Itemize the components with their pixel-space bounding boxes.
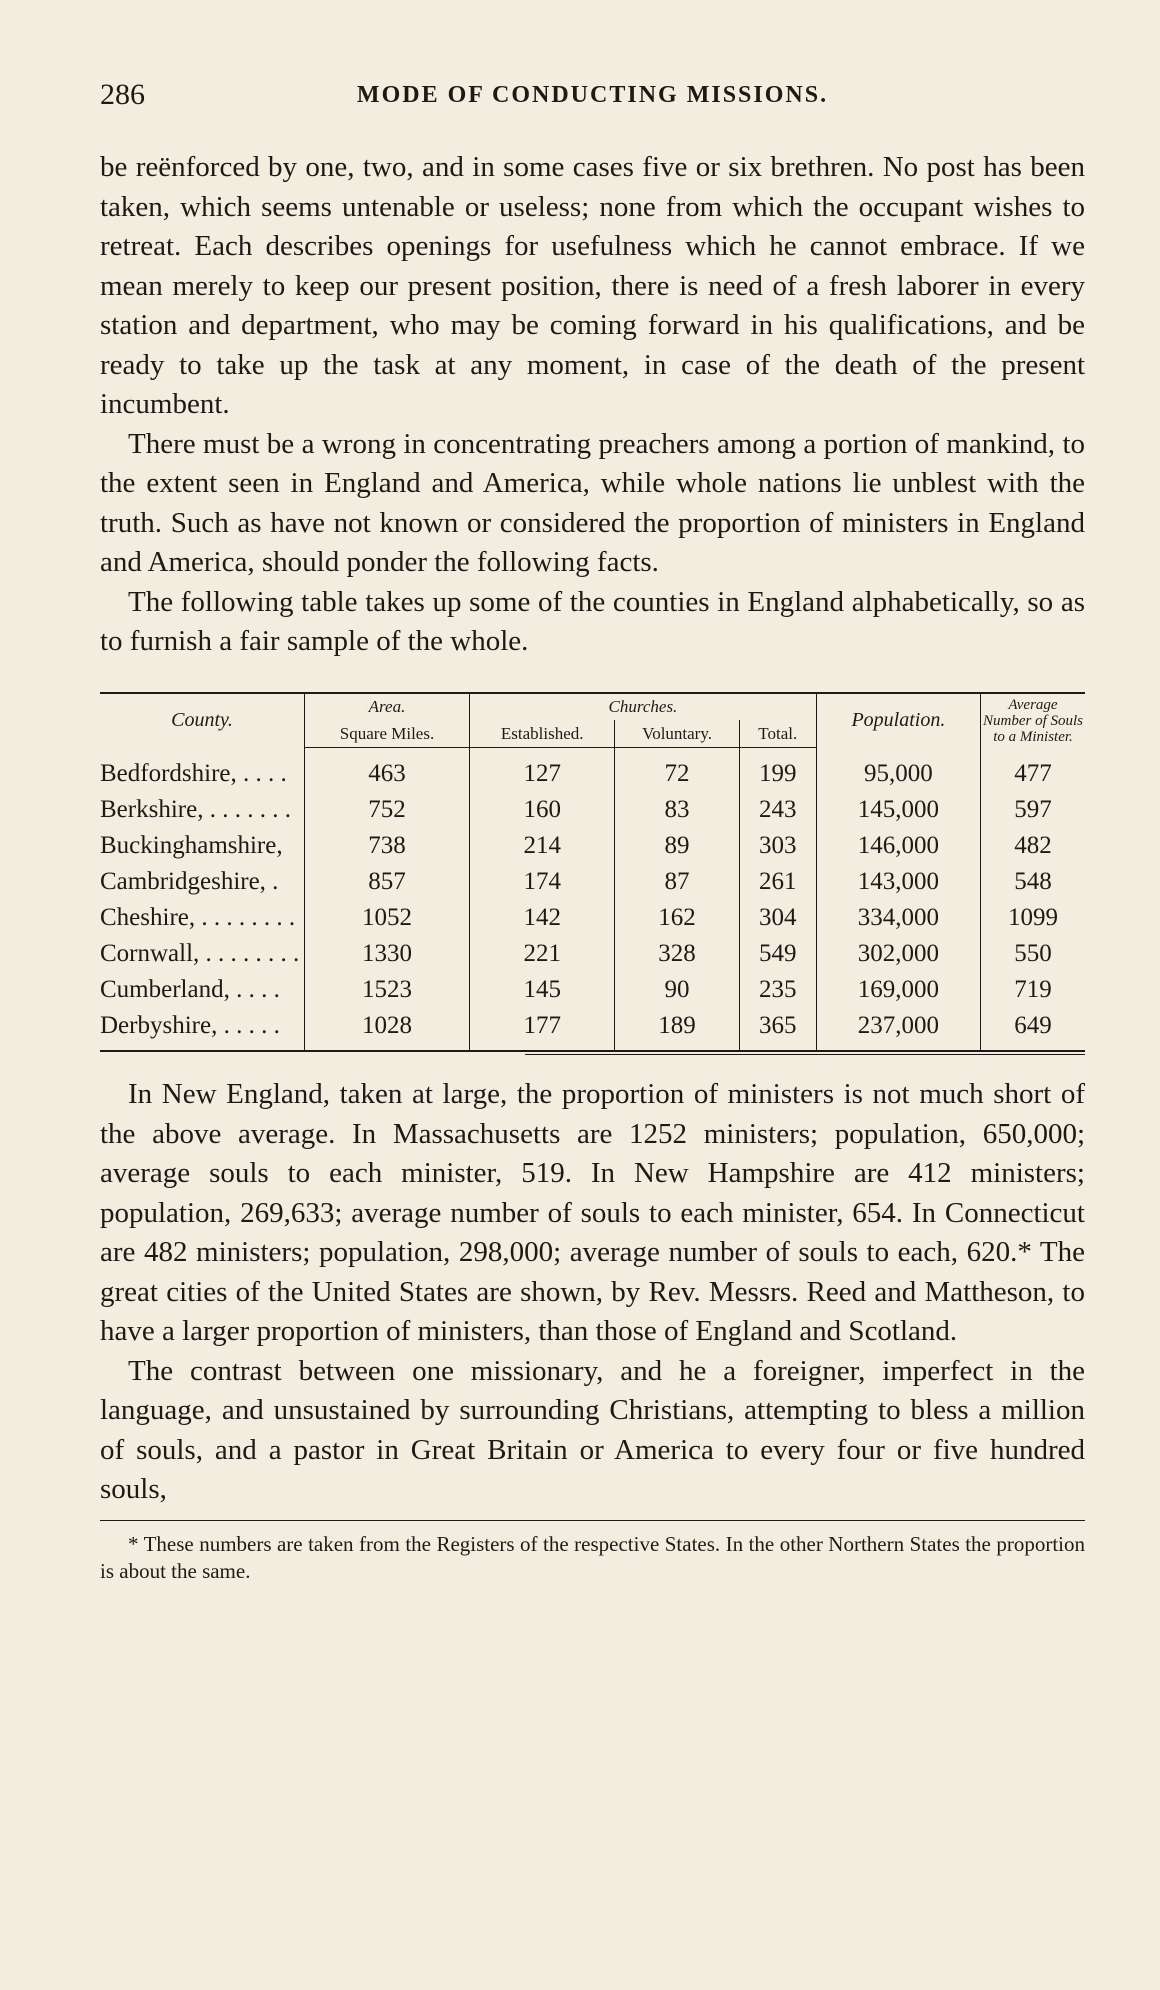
cell-county: Bedfordshire, . . . . bbox=[100, 759, 287, 787]
county-table bbox=[100, 692, 1085, 1053]
header-area: Area. bbox=[305, 693, 470, 721]
table-bottom-rule bbox=[525, 1054, 1085, 1055]
county-table-body bbox=[100, 748, 1085, 1052]
paragraph-concentrating-preachers: There must be a wrong in concentrating preachers among a portion of mankind, to the extent seen in England and America, while whole nations lie unblest with the truth. Such as have not known or considered the proportion of ministers in England and America, should ponder the following facts. bbox=[100, 427, 1085, 578]
footnote-divider bbox=[100, 1520, 1085, 1521]
cell-average: 1099 bbox=[981, 900, 1086, 936]
cell-total: 303 bbox=[739, 828, 816, 864]
cell-county: Cambridgeshire, . bbox=[100, 868, 279, 895]
cell-total: 199 bbox=[739, 748, 816, 793]
cell-established: 142 bbox=[470, 900, 615, 936]
cell-county: Buckinghamshire, bbox=[100, 832, 283, 859]
cell-population: 334,000 bbox=[816, 900, 980, 936]
table-row bbox=[100, 1008, 1085, 1051]
running-title: MODE OF CONDUCTING MISSIONS. bbox=[356, 82, 829, 108]
cell-county: Derbyshire, . . . . . bbox=[100, 1012, 280, 1039]
header-square-miles: Square Miles. bbox=[305, 720, 470, 747]
cell-population: 302,000 bbox=[816, 936, 980, 972]
table-row bbox=[100, 828, 1085, 864]
footnote: * These numbers are taken from the Registers of the respective States. In the other Northern States the proportion is about the same. bbox=[100, 1531, 1085, 1583]
cell-total: 549 bbox=[739, 936, 816, 972]
cell-total: 365 bbox=[739, 1008, 816, 1051]
table-row bbox=[100, 936, 1085, 972]
cell-voluntary: 89 bbox=[615, 828, 739, 864]
table-row bbox=[100, 972, 1085, 1008]
cell-sq-miles: 1052 bbox=[305, 900, 470, 936]
cell-total: 235 bbox=[739, 972, 816, 1008]
cell-county: Cornwall, . . . . . . . . bbox=[100, 940, 300, 967]
cell-voluntary: 162 bbox=[615, 900, 739, 936]
cell-average: 719 bbox=[981, 972, 1086, 1008]
cell-established: 221 bbox=[470, 936, 615, 972]
header-county: County. bbox=[171, 709, 233, 731]
cell-average: 482 bbox=[981, 828, 1086, 864]
cell-voluntary: 189 bbox=[615, 1008, 739, 1051]
header-population: Population. bbox=[816, 693, 980, 748]
cell-average: 597 bbox=[981, 792, 1086, 828]
cell-average: 548 bbox=[981, 864, 1086, 900]
cell-population: 237,000 bbox=[816, 1008, 980, 1051]
header-total: Total. bbox=[739, 720, 816, 747]
cell-voluntary: 83 bbox=[615, 792, 739, 828]
cell-sq-miles: 463 bbox=[305, 748, 470, 793]
header-average-souls: Average Number of Souls to a Minister. bbox=[981, 693, 1086, 748]
cell-county: Cheshire, . . . . . . . . bbox=[100, 904, 296, 931]
cell-established: 214 bbox=[470, 828, 615, 864]
paragraph-continuation: be reënforced by one, two, and in some cases five or six brethren. No post has been taken, which seems untenable or useless; none from which the occupant wishes to retreat. Each describes openings for usefulness which he cannot embrace. If we mean merely to keep our present position, there is need of a fresh laborer in every station and department, who may be coming forward in his qualifications, and be ready to take up the task at any moment, in case of the death of the present incumbent. bbox=[100, 151, 1085, 420]
cell-sq-miles: 1330 bbox=[305, 936, 470, 972]
table-row bbox=[100, 748, 1085, 793]
cell-voluntary: 90 bbox=[615, 972, 739, 1008]
cell-established: 127 bbox=[470, 748, 615, 793]
header-voluntary: Voluntary. bbox=[615, 720, 739, 747]
header-established: Established. bbox=[470, 720, 615, 747]
cell-voluntary: 87 bbox=[615, 864, 739, 900]
cell-population: 95,000 bbox=[816, 748, 980, 793]
cell-population: 169,000 bbox=[816, 972, 980, 1008]
header-churches: Churches. bbox=[470, 693, 817, 721]
cell-average: 477 bbox=[981, 748, 1086, 793]
table-row bbox=[100, 792, 1085, 828]
cell-established: 160 bbox=[470, 792, 615, 828]
cell-county: Berkshire, . . . . . . . bbox=[100, 796, 291, 823]
cell-sq-miles: 1028 bbox=[305, 1008, 470, 1051]
cell-county: Cumberland, . . . . bbox=[100, 976, 280, 1003]
table-row bbox=[100, 864, 1085, 900]
paragraph-new-england: In New England, taken at large, the proportion of ministers is not much short of the above average. In Massachusetts are 1252 ministers; population, 650,000; average souls to each minister, 519. In New Hampshire are 412 ministers; population, 269,633; average number of souls to each minister, 654. In Connecticut are 482 ministers; population, 298,000; average number of souls to each, 620.* The great cities of the United States are shown, by Rev. Messrs. Reed and Mattheson, to have a larger proportion of ministers, than those of England and Scotland. bbox=[100, 1078, 1085, 1347]
cell-population: 146,000 bbox=[816, 828, 980, 864]
cell-sq-miles: 1523 bbox=[305, 972, 470, 1008]
cell-total: 261 bbox=[739, 864, 816, 900]
cell-total: 304 bbox=[739, 900, 816, 936]
page-number: 286 bbox=[100, 78, 145, 111]
table-row bbox=[100, 900, 1085, 936]
cell-average: 649 bbox=[981, 1008, 1086, 1051]
cell-population: 145,000 bbox=[816, 792, 980, 828]
county-table-wrap bbox=[100, 692, 1085, 1056]
cell-established: 177 bbox=[470, 1008, 615, 1051]
cell-population: 143,000 bbox=[816, 864, 980, 900]
cell-total: 243 bbox=[739, 792, 816, 828]
cell-voluntary: 328 bbox=[615, 936, 739, 972]
cell-sq-miles: 738 bbox=[305, 828, 470, 864]
paragraph-table-intro: The following table takes up some of the counties in England alphabetically, so as to furnish a fair sample of the whole. bbox=[100, 585, 1085, 657]
cell-voluntary: 72 bbox=[615, 748, 739, 793]
page-header bbox=[100, 78, 1085, 120]
cell-average: 550 bbox=[981, 936, 1086, 972]
cell-sq-miles: 752 bbox=[305, 792, 470, 828]
cell-established: 174 bbox=[470, 864, 615, 900]
cell-established: 145 bbox=[470, 972, 615, 1008]
cell-sq-miles: 857 bbox=[305, 864, 470, 900]
paragraph-contrast: The contrast between one missionary, and he a foreigner, imperfect in the language, and unsustained by surrounding Christians, attempting to bless a million of souls, and a pastor in Great Britain or America to every four or five hundred souls, bbox=[100, 1354, 1085, 1505]
